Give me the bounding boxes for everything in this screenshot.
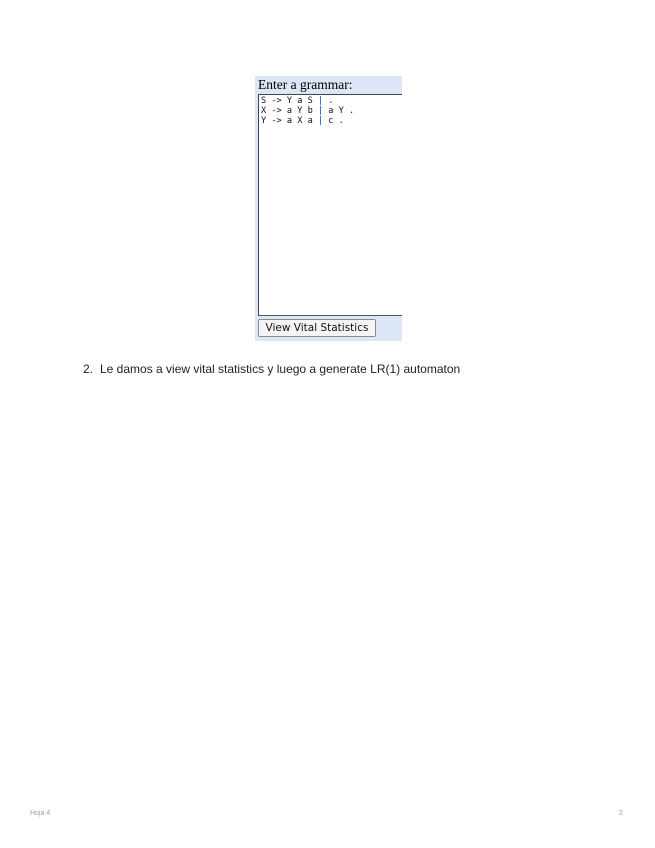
embedded-screenshot	[255, 76, 402, 341]
grammar-heading: Enter a grammar:	[258, 77, 353, 92]
alternation-bar: |	[317, 106, 324, 116]
view-vital-statistics-button[interactable]: View Vital Statistics	[258, 319, 376, 337]
step-number: 2.	[83, 362, 94, 376]
footer-page-number: 2	[619, 810, 623, 817]
alternation-bar: |	[317, 116, 324, 126]
footer-sheet-label: Hoja 4	[30, 810, 51, 817]
grammar-line: X -> a Y b | a Y .	[261, 106, 355, 116]
instruction-step	[83, 362, 460, 376]
alternation-bar: |	[317, 96, 324, 106]
step-text: Le damos a view vital statistics y luego a generate LR(1) automaton	[100, 362, 461, 376]
grammar-textarea[interactable]	[258, 94, 402, 316]
grammar-line: Y -> a X a | c .	[261, 116, 344, 126]
grammar-line: S -> Y a S | .	[261, 96, 334, 106]
